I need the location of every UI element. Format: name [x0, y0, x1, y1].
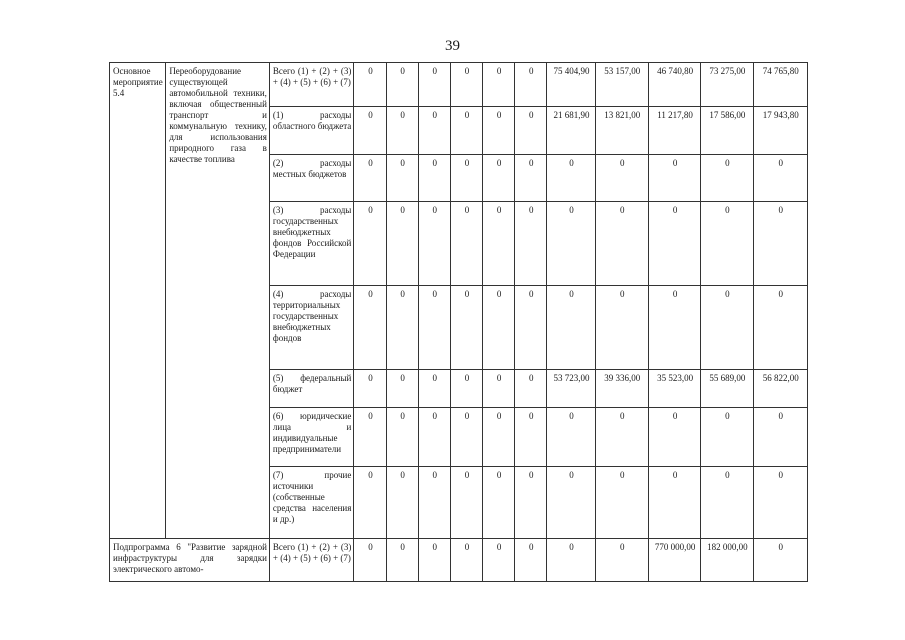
amount-cell: 11 217,80 — [648, 107, 700, 155]
funding-source-cell: (3) расходы государственных внебюджетных фондов Российской Федерации — [269, 202, 353, 286]
amount-cell: 0 — [418, 408, 450, 467]
amount-cell: 0 — [753, 286, 807, 370]
amount-cell: 0 — [418, 370, 450, 408]
page-number: 39 — [445, 38, 460, 54]
amount-cell: 0 — [515, 370, 547, 408]
amount-cell: 0 — [753, 202, 807, 286]
amount-cell: 0 — [547, 467, 595, 539]
amount-cell: 0 — [753, 408, 807, 467]
funding-source-cell: (4) расходы территориальных государственных внебюджетных фондов — [269, 286, 353, 370]
amount-cell: 0 — [354, 539, 386, 582]
amount-cell: 0 — [450, 408, 482, 467]
amount-cell: 0 — [648, 155, 700, 202]
amount-cell: 0 — [386, 202, 418, 286]
amount-cell: 0 — [386, 408, 418, 467]
amount-cell: 0 — [648, 286, 700, 370]
amount-cell: 0 — [753, 155, 807, 202]
amount-cell: 0 — [450, 370, 482, 408]
amount-cell: 0 — [418, 467, 450, 539]
amount-cell: 0 — [354, 155, 386, 202]
amount-cell: 0 — [418, 202, 450, 286]
amount-cell: 0 — [701, 286, 753, 370]
amount-cell: 0 — [418, 155, 450, 202]
amount-cell: 0 — [418, 63, 450, 107]
amount-cell: 53 723,00 — [547, 370, 595, 408]
amount-cell: 0 — [354, 107, 386, 155]
amount-cell: 0 — [701, 155, 753, 202]
amount-cell: 0 — [515, 408, 547, 467]
amount-cell: 0 — [547, 155, 595, 202]
amount-cell: 0 — [648, 408, 700, 467]
amount-cell: 0 — [648, 202, 700, 286]
amount-cell: 0 — [547, 202, 595, 286]
amount-cell: 0 — [483, 202, 515, 286]
amount-cell: 0 — [386, 286, 418, 370]
funding-source-cell: (7) прочие источники (собственные средства населения и др.) — [269, 467, 353, 539]
amount-cell: 0 — [418, 539, 450, 582]
amount-cell: 0 — [354, 370, 386, 408]
amount-cell: 0 — [515, 286, 547, 370]
amount-cell: 0 — [547, 408, 595, 467]
amount-cell: 0 — [483, 107, 515, 155]
amount-cell: 0 — [701, 467, 753, 539]
amount-cell: 0 — [386, 107, 418, 155]
amount-cell: 0 — [595, 408, 648, 467]
amount-cell: 0 — [595, 155, 648, 202]
amount-cell: 0 — [515, 107, 547, 155]
amount-cell: 13 821,00 — [595, 107, 648, 155]
amount-cell: 0 — [386, 155, 418, 202]
amount-cell: 0 — [515, 467, 547, 539]
amount-cell: 0 — [386, 539, 418, 582]
table-row — [110, 539, 808, 582]
amount-cell: 0 — [515, 63, 547, 107]
budget-table-body — [110, 63, 808, 582]
amount-cell: 0 — [547, 286, 595, 370]
amount-cell: 0 — [701, 202, 753, 286]
amount-cell: 0 — [595, 286, 648, 370]
amount-cell: 0 — [483, 539, 515, 582]
amount-cell: 0 — [701, 408, 753, 467]
funding-source-cell: (2) расходы местных бюджетов — [269, 155, 353, 202]
amount-cell: 35 523,00 — [648, 370, 700, 408]
amount-cell: 0 — [354, 286, 386, 370]
amount-cell: 0 — [354, 467, 386, 539]
funding-source-cell: Всего (1) + (2) + (3) + (4) + (5) + (6) + (7) — [269, 63, 353, 107]
funding-source-cell: (6) юридические лица и индивидуальные предприниматели — [269, 408, 353, 467]
amount-cell: 53 157,00 — [595, 63, 648, 107]
amount-cell: 0 — [386, 63, 418, 107]
amount-cell: 0 — [418, 107, 450, 155]
amount-cell: 0 — [483, 467, 515, 539]
amount-cell: 21 681,90 — [547, 107, 595, 155]
amount-cell: 46 740,80 — [648, 63, 700, 107]
amount-cell: 0 — [386, 370, 418, 408]
amount-cell: 0 — [515, 155, 547, 202]
amount-cell: 770 000,00 — [648, 539, 700, 582]
measure-description-cell: Переоборудование существующей автомобильной техники, включая общественный транспорт и коммунальную технику, для использования природного газа в качестве топлива — [166, 63, 270, 539]
amount-cell: 0 — [450, 539, 482, 582]
amount-cell: 0 — [483, 408, 515, 467]
amount-cell: 0 — [354, 202, 386, 286]
amount-cell: 182 000,00 — [701, 539, 753, 582]
amount-cell: 0 — [515, 202, 547, 286]
amount-cell: 0 — [547, 539, 595, 582]
funding-source-cell: (5) федеральный бюджет — [269, 370, 353, 408]
amount-cell: 0 — [354, 63, 386, 107]
amount-cell: 74 765,80 — [753, 63, 807, 107]
amount-cell: 0 — [386, 467, 418, 539]
amount-cell: 0 — [354, 408, 386, 467]
amount-cell: 39 336,00 — [595, 370, 648, 408]
amount-cell: 0 — [753, 467, 807, 539]
amount-cell: 0 — [753, 539, 807, 582]
budget-table — [109, 62, 808, 582]
amount-cell: 75 404,90 — [547, 63, 595, 107]
amount-cell: 0 — [450, 107, 482, 155]
amount-cell: 0 — [648, 467, 700, 539]
amount-cell: 0 — [450, 63, 482, 107]
amount-cell: 56 822,00 — [753, 370, 807, 408]
amount-cell: 0 — [483, 286, 515, 370]
amount-cell: 17 943,80 — [753, 107, 807, 155]
amount-cell: 0 — [450, 286, 482, 370]
measure-name-cell: Основное мероприятие 5.4 — [110, 63, 166, 539]
amount-cell: 55 689,00 — [701, 370, 753, 408]
amount-cell: 0 — [483, 63, 515, 107]
amount-cell: 0 — [483, 370, 515, 408]
amount-cell: 0 — [595, 539, 648, 582]
amount-cell: 0 — [595, 202, 648, 286]
amount-cell: 17 586,00 — [701, 107, 753, 155]
amount-cell: 0 — [595, 467, 648, 539]
amount-cell: 73 275,00 — [701, 63, 753, 107]
amount-cell: 0 — [483, 155, 515, 202]
funding-source-cell: (1) расходы областного бюджета — [269, 107, 353, 155]
amount-cell: 0 — [450, 467, 482, 539]
subprogram-name-cell: Подпрограмма 6 "Развитие зарядной инфраструктуры для зарядки электрического автомо- — [110, 539, 270, 582]
table-row — [110, 63, 808, 107]
amount-cell: 0 — [418, 286, 450, 370]
funding-source-cell: Всего (1) + (2) + (3) + (4) + (5) + (6) + (7) — [269, 539, 353, 582]
amount-cell: 0 — [450, 155, 482, 202]
amount-cell: 0 — [450, 202, 482, 286]
amount-cell: 0 — [515, 539, 547, 582]
